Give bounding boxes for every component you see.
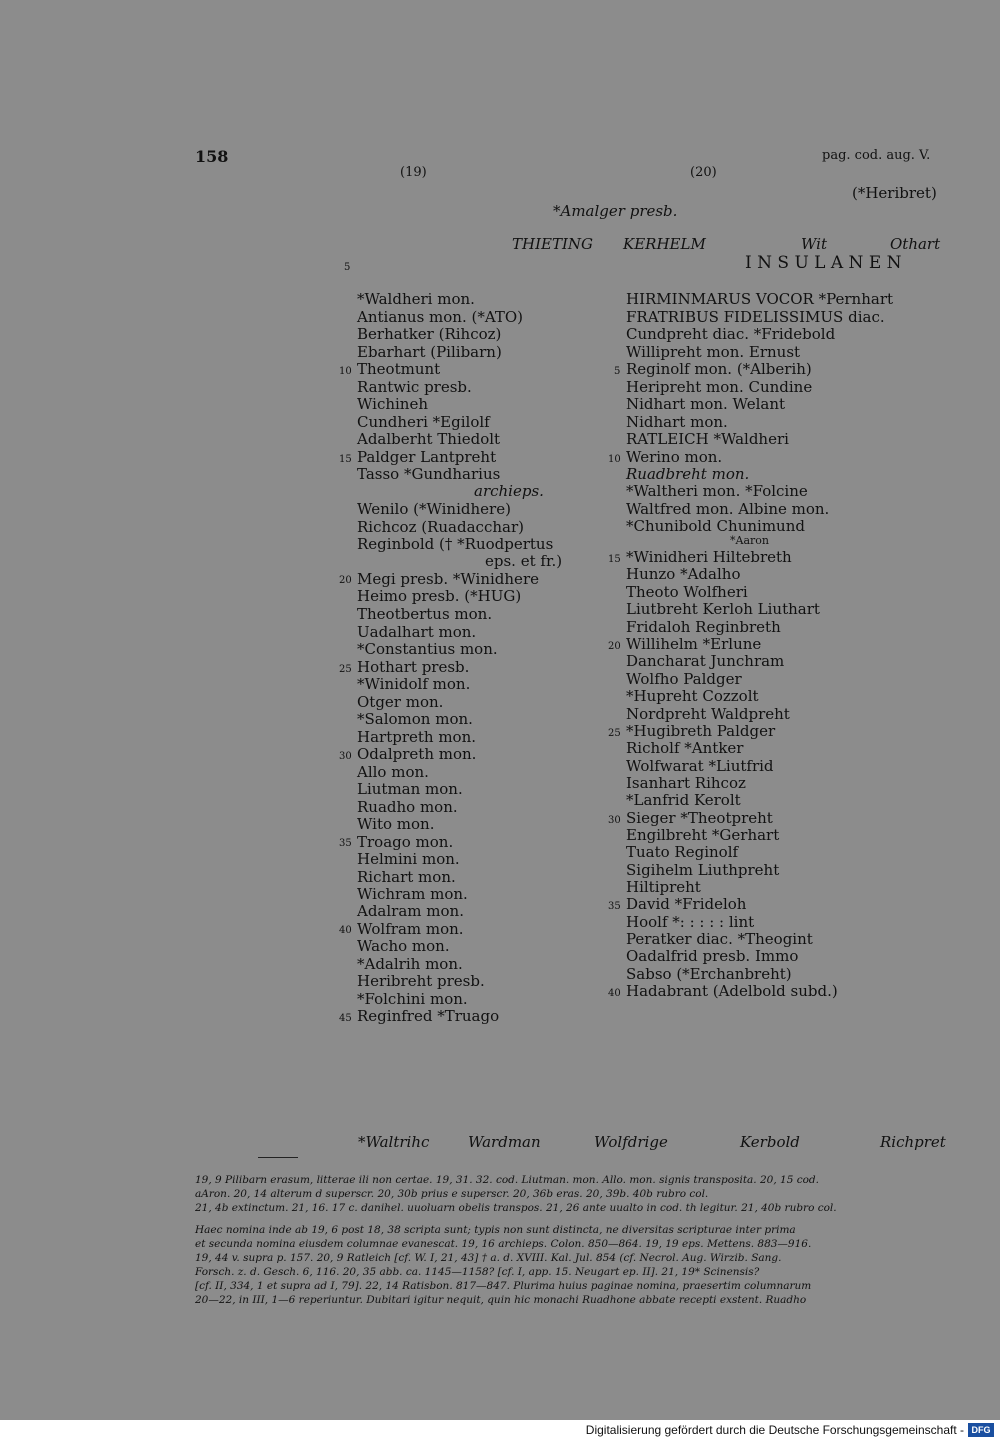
right-line: HIRMINMARUS VOCOR *Pernhart — [626, 290, 894, 308]
line-number: 15 — [339, 454, 352, 465]
left-line: Adalberht Thiedolt — [357, 430, 501, 448]
left-line: Berhatker (Rihcoz) — [357, 325, 502, 343]
left-line: Antianus mon. (*ATO) — [357, 308, 524, 326]
amalger-note: *Amalger presb. — [553, 202, 678, 220]
right-line: Heripreht mon. Cundine — [626, 378, 813, 396]
left-line: eps. et fr.) — [485, 552, 563, 570]
left-line: Helmini mon. — [357, 850, 460, 868]
line-number: 15 — [608, 554, 621, 565]
left-line: Reginfred *Truago — [357, 1007, 500, 1025]
left-line: Rantwic presb. — [357, 378, 472, 396]
left-line: Reginbold († *Ruodpertus — [357, 535, 554, 553]
right-line: Theoto Wolfheri — [626, 583, 748, 601]
left-line: *Adalrih mon. — [357, 955, 463, 973]
left-line: Uadalhart mon. — [357, 623, 477, 641]
left-line: Wenilo (*Winidhere) — [357, 500, 511, 518]
footnote-line: et secunda nomina eiusdem columnae evanescat. 19, 16 archieps. Colon. 850—864. 19, 19 eps. Mettens. 883—916. — [195, 1238, 812, 1250]
heading-insulanen: I N S U L A N E N — [745, 253, 902, 273]
left-line: Troago mon. — [357, 833, 454, 851]
line-number: 20 — [608, 641, 621, 652]
right-line: Hiltipreht — [626, 878, 701, 896]
right-line: Richolf *Antker — [626, 739, 744, 757]
left-line: Wolfram mon. — [357, 920, 464, 938]
line-number: 30 — [608, 815, 621, 826]
right-line: Wolfho Paldger — [626, 670, 742, 688]
page-number: 158 — [195, 147, 229, 166]
right-line: Cundpreht diac. *Fridebold — [626, 325, 836, 343]
right-line: Ruadbreht mon. — [626, 465, 750, 483]
right-line: Sabso (*Erchanbreht) — [626, 965, 792, 983]
left-line: Tasso *Gundharius — [357, 465, 501, 483]
left-line: Liutman mon. — [357, 780, 463, 798]
right-line: Hunzo *Adalho — [626, 565, 741, 583]
right-line: FRATRIBUS FIDELISSIMUS diac. — [626, 308, 885, 326]
left-line: *Waldheri mon. — [357, 290, 475, 308]
dfg-logo: DFG — [968, 1423, 994, 1437]
digitization-credit-bar — [0, 1420, 1000, 1441]
column-number-left: (19) — [400, 165, 427, 180]
footnote-line: Haec nomina inde ab 19, 6 post 18, 38 scripta sunt; typis non sunt distincta, ne diversitas scripturae inter prima — [195, 1224, 796, 1236]
line-number: 5 — [614, 366, 621, 377]
right-line: Hoolf *: : : : : lint — [626, 913, 755, 931]
column-number-right: (20) — [690, 165, 717, 180]
footnote-line: 19, 9 Pilibarn erasum, litterae ili non certae. 19, 31. 32. cod. Liutman. mon. Allo. mon. signis transposita. 20, 15 cod. — [195, 1174, 819, 1186]
left-line: Cundheri *Egilolf — [357, 413, 490, 431]
credit-text: Digitalisierung gefördert durch die Deutsche Forschungsgemeinschaft - — [585, 1423, 964, 1437]
left-line: Wito mon. — [357, 815, 435, 833]
right-line: *Hugibreth Paldger — [626, 722, 776, 740]
right-line: *Aaron — [730, 534, 769, 547]
left-line: Ruadho mon. — [357, 798, 458, 816]
line-number: 40 — [339, 925, 352, 936]
right-line: Nidhart mon. Welant — [626, 395, 786, 413]
left-line: Hothart presb. — [357, 658, 470, 676]
left-line: Richart mon. — [357, 868, 456, 886]
right-line: David *Frideloh — [626, 895, 747, 913]
footnote-line: 21, 4b extinctum. 21, 16. 17 c. danihel. uuoluarn obelis transpos. 21, 26 ante uualto in cod. th legitur. 21, 40b rubro col. — [195, 1202, 837, 1214]
right-line: Fridaloh Reginbreth — [626, 618, 781, 636]
left-line: Megi presb. *Winidhere — [357, 570, 539, 588]
right-line: Engilbreht *Gerhart — [626, 826, 780, 844]
line-number: 10 — [608, 454, 621, 465]
footnote-line: 20—22, in III, 1—6 reperiuntur. Dubitari igitur nequit, quin hic monachi Ruadhone abbate recepti exstent. Ruadho — [195, 1294, 807, 1306]
right-line: Waltfred mon. Albine mon. — [626, 500, 830, 518]
right-line: Sigihelm Liuthpreht — [626, 861, 780, 879]
heribret-note: (*Heribret) — [852, 184, 937, 202]
right-line: Nordpreht Waldpreht — [626, 705, 790, 723]
line-number: 30 — [339, 751, 352, 762]
left-line: *Winidolf mon. — [357, 675, 471, 693]
line-number: 25 — [608, 728, 621, 739]
right-line: Dancharat Junchram — [626, 652, 785, 670]
footnote-line: Forsch. z. d. Gesch. 6, 116. 20, 35 abb. ca. 1145—1158? [cf. I, app. 15. Neugart ep. II]. 21, 19* Scinensis? — [195, 1266, 760, 1278]
bottom-name: Wardman — [468, 1133, 541, 1151]
left-line: Richcoz (Ruadacchar) — [357, 518, 524, 536]
right-line: Liutbreht Kerloh Liuthart — [626, 600, 820, 618]
right-line: *Winidheri Hiltebreth — [626, 548, 792, 566]
line-number: 25 — [339, 664, 352, 675]
left-line: Ebarhart (Pilibarn) — [357, 343, 502, 361]
left-line: Adalram mon. — [357, 902, 464, 920]
bottom-name: Kerbold — [740, 1133, 800, 1151]
left-line: Hartpreth mon. — [357, 728, 477, 746]
left-line: Wacho mon. — [357, 937, 450, 955]
running-title: pag. cod. aug. V. — [822, 148, 931, 163]
right-line: *Chunibold Chunimund — [626, 517, 805, 535]
line-number: 40 — [608, 988, 621, 999]
line-number: 45 — [339, 1013, 352, 1024]
right-line: Peratker diac. *Theogint — [626, 930, 813, 948]
left-line: *Constantius mon. — [357, 640, 498, 658]
name-wit: Wit — [801, 235, 827, 253]
bottom-name: *Waltrihc — [358, 1133, 430, 1151]
name-kerhelm: KERHELM — [623, 235, 706, 253]
right-line: Sieger *Theotpreht — [626, 809, 773, 827]
left-line: *Salomon mon. — [357, 710, 473, 728]
right-line: Willihelm *Erlune — [626, 635, 762, 653]
bottom-name: Wolfdrige — [594, 1133, 668, 1151]
bottom-name: Richpret — [880, 1133, 946, 1151]
left-line: *Folchini mon. — [357, 990, 468, 1008]
right-line: Willipreht mon. Ernust — [626, 343, 801, 361]
footnote-line: aAron. 20, 14 alterum d superscr. 20, 30b prius e superscr. 20, 36b eras. 20, 39b. 40b rubro col. — [195, 1188, 709, 1200]
right-line: Nidhart mon. — [626, 413, 728, 431]
left-line: Theotbertus mon. — [357, 605, 493, 623]
right-line: *Lanfrid Kerolt — [626, 791, 741, 809]
left-line: Wichineh — [357, 395, 429, 413]
divider-rule — [258, 1157, 298, 1158]
left-line: Theotmunt — [357, 360, 441, 378]
line-number: 10 — [339, 366, 352, 377]
left-line: archieps. — [474, 482, 544, 500]
right-line: Oadalfrid presb. Immo — [626, 947, 799, 965]
right-line: Isanhart Rihcoz — [626, 774, 746, 792]
left-line: Heimo presb. (*HUG) — [357, 587, 522, 605]
line-number: 35 — [339, 838, 352, 849]
line-number: 20 — [339, 575, 352, 586]
right-line: Werino mon. — [626, 448, 723, 466]
left-line: Odalpreth mon. — [357, 745, 477, 763]
name-othart: Othart — [890, 235, 941, 253]
right-line: RATLEICH *Waldheri — [626, 430, 789, 448]
right-line: *Hupreht Cozzolt — [626, 687, 759, 705]
left-line: Wichram mon. — [357, 885, 468, 903]
left-line: Allo mon. — [357, 763, 429, 781]
right-line: Reginolf mon. (*Alberih) — [626, 360, 812, 378]
left-line: Heribreht presb. — [357, 972, 485, 990]
left-line: Paldger Lantpreht — [357, 448, 497, 466]
right-line: Wolfwarat *Liutfrid — [626, 757, 774, 775]
right-line: Tuato Reginolf — [626, 843, 739, 861]
right-line: *Waltheri mon. *Folcine — [626, 482, 808, 500]
right-line: Hadabrant (Adelbold subd.) — [626, 982, 838, 1000]
footnote-line: 19, 44 v. supra p. 157. 20, 9 Ratleich [cf. W. I, 21, 43] † a. d. XVIII. Kal. Jul. 854 (cf. Necrol. Aug. Wirzib. Sang. — [195, 1252, 782, 1264]
line-number: 35 — [608, 901, 621, 912]
footnote-line: [cf. II, 334, 1 et supra ad I, 79]. 22, 14 Ratisbon. 817—847. Plurima huius paginae nomina, praesertim columnarum — [195, 1280, 812, 1292]
name-thieting: THIETING — [512, 235, 593, 253]
line-number: 5 — [344, 262, 351, 273]
left-line: Otger mon. — [357, 693, 444, 711]
